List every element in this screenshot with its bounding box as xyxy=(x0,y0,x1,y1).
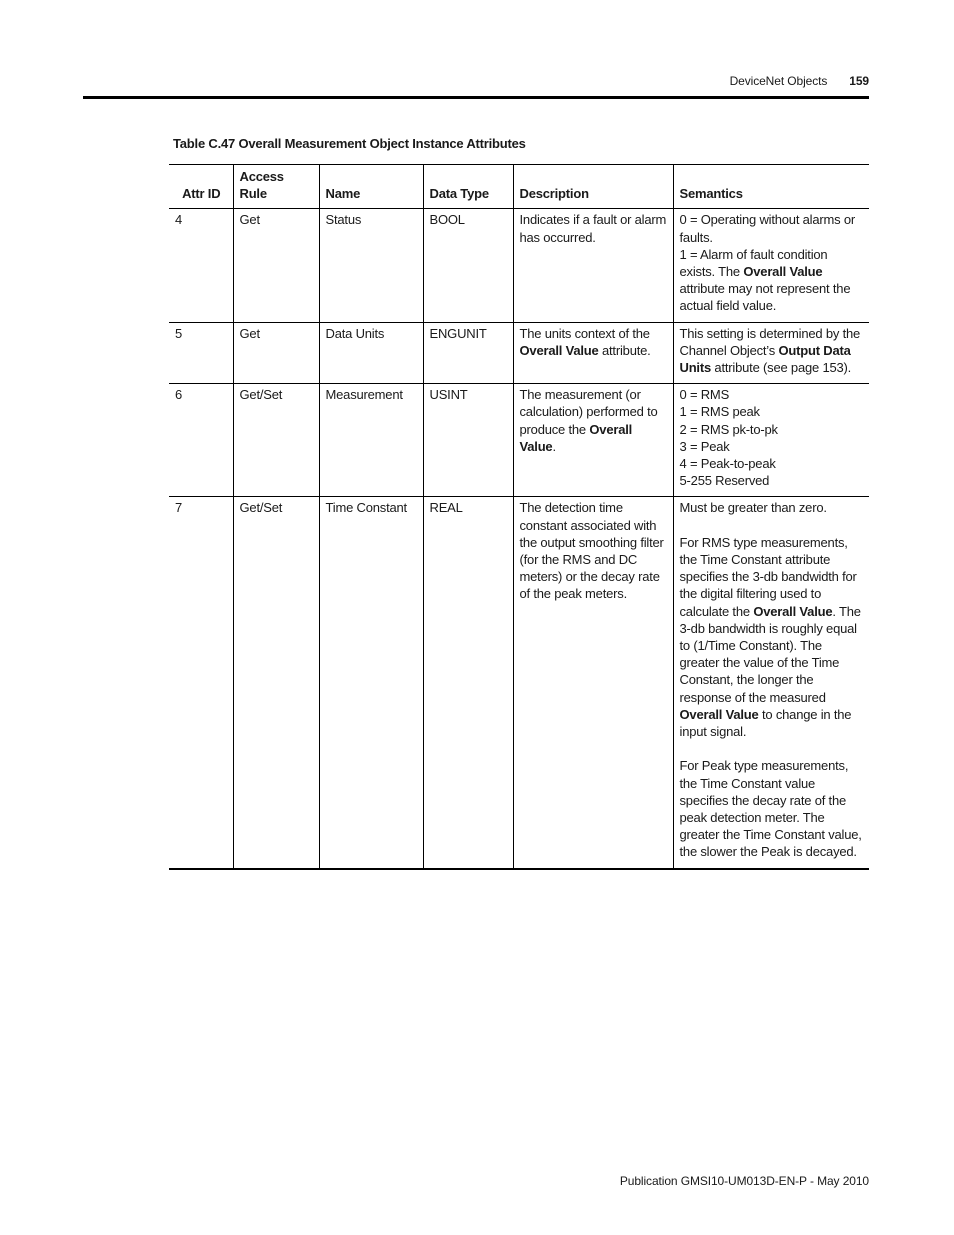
semantics-list-item: 1 = RMS peak xyxy=(679,404,760,420)
table-row xyxy=(169,384,869,497)
column-header-access-rule xyxy=(233,165,319,209)
semantics-bold-term: Overall Value xyxy=(753,603,833,619)
semantics-text: 1 = Alarm of fault condition exists. The xyxy=(679,246,828,280)
attr-id-cell: 4 xyxy=(169,209,233,322)
attr-id-cell: 7 xyxy=(169,497,233,869)
attr-id-cell: 6 xyxy=(169,384,233,497)
description-text: The detection time constant associated with the output smoothing filter (for the RMS and DC meters) or the decay rate of the peak meters. xyxy=(519,500,664,602)
description-cell xyxy=(513,209,673,322)
name-cell: Status xyxy=(319,209,423,322)
description-text: attribute. xyxy=(598,342,651,358)
paragraph-spacer xyxy=(680,517,865,534)
table-header-row xyxy=(169,165,869,209)
semantics-text: attribute may not represent the actual field value. xyxy=(679,281,851,314)
semantics-bold-term: Overall Value xyxy=(743,264,823,280)
semantics-cell xyxy=(673,322,869,384)
publication-footer: Publication GMSI10-UM013D-EN-P - May 2010 xyxy=(619,1174,869,1188)
semantics-bold-term: Overall Value xyxy=(679,706,759,722)
column-header-rule-line: Rule xyxy=(239,186,267,202)
semantics-line: 0 = Operating without alarms or faults. xyxy=(679,212,856,245)
semantics-paragraph xyxy=(680,534,865,740)
paragraph-spacer xyxy=(680,740,865,757)
semantics-text: This setting is determined by the Channel Object’s xyxy=(679,325,861,358)
description-cell xyxy=(513,384,673,497)
semantics-list-item: 2 = RMS pk-to-pk xyxy=(679,421,778,437)
semantics-line xyxy=(680,246,865,315)
page-number: 159 xyxy=(849,74,869,88)
semantics-cell xyxy=(673,384,869,497)
data-type-cell: USINT xyxy=(423,384,513,497)
semantics-list-item: 0 = RMS xyxy=(679,387,730,403)
running-header xyxy=(730,74,869,88)
data-type-cell: BOOL xyxy=(423,209,513,322)
description-text: . xyxy=(552,438,556,454)
semantics-text: . The 3-db bandwidth is roughly equal to (1/Time Constant). The greater the value of the Time Constant, the longer the response of the measured xyxy=(679,603,861,705)
table-title: Table C.47 Overall Measurement Object Instance Attributes xyxy=(173,136,526,151)
semantics-text: For RMS type measurements, the Time Constant attribute specifies the 3-db bandwidth for the digital filtering used to calculate the xyxy=(679,534,857,619)
attr-id-cell: 5 xyxy=(169,322,233,384)
header-rule xyxy=(83,96,869,99)
description-text: Indicates if a fault or alarm has occurred. xyxy=(519,212,667,245)
column-header-access-line: Access xyxy=(239,169,284,184)
description-bold-term: Overall Value xyxy=(519,421,633,454)
description-cell xyxy=(513,322,673,384)
description-text: The units context of the xyxy=(519,325,650,341)
semantics-paragraph: For Peak type measurements, the Time Constant value specifies the decay rate of the peak detection meter. The greater the Time Constant value, the slower the Peak is decayed. xyxy=(679,758,862,860)
access-rule-cell: Get/Set xyxy=(233,497,319,869)
name-cell: Time Constant xyxy=(319,497,423,869)
name-cell: Measurement xyxy=(319,384,423,497)
data-type-cell: REAL xyxy=(423,497,513,869)
column-header-data-type: Data Type xyxy=(423,165,513,209)
access-rule-cell: Get xyxy=(233,209,319,322)
semantics-bold-term: Output Data Units xyxy=(679,342,851,376)
data-type-cell: ENGUNIT xyxy=(423,322,513,384)
column-header-description: Description xyxy=(513,165,673,209)
header-section-title: DeviceNet Objects xyxy=(729,74,828,88)
access-rule-cell: Get/Set xyxy=(233,384,319,497)
table-row xyxy=(169,322,869,384)
semantics-list-item: 5-255 Reserved xyxy=(679,473,770,489)
semantics-paragraph: Must be greater than zero. xyxy=(679,500,827,516)
column-header-name: Name xyxy=(319,165,423,209)
semantics-text: to change in the input signal. xyxy=(679,706,852,740)
table-row xyxy=(169,497,869,869)
description-cell xyxy=(513,497,673,869)
semantics-cell xyxy=(673,497,869,869)
access-rule-cell: Get xyxy=(233,322,319,384)
attributes-table xyxy=(169,164,869,870)
description-bold-term: Overall Value xyxy=(519,342,599,358)
semantics-list-item: 4 = Peak-to-peak xyxy=(679,456,776,472)
semantics-text: attribute (see page 153). xyxy=(711,360,852,376)
table-row xyxy=(169,209,869,322)
column-header-semantics: Semantics xyxy=(673,165,869,209)
column-header-attr-id: Attr ID xyxy=(169,165,233,209)
semantics-list-item: 3 = Peak xyxy=(679,438,730,454)
description-text: The measurement (or calculation) performed to produce the xyxy=(519,387,658,437)
name-cell: Data Units xyxy=(319,322,423,384)
semantics-cell xyxy=(673,209,869,322)
